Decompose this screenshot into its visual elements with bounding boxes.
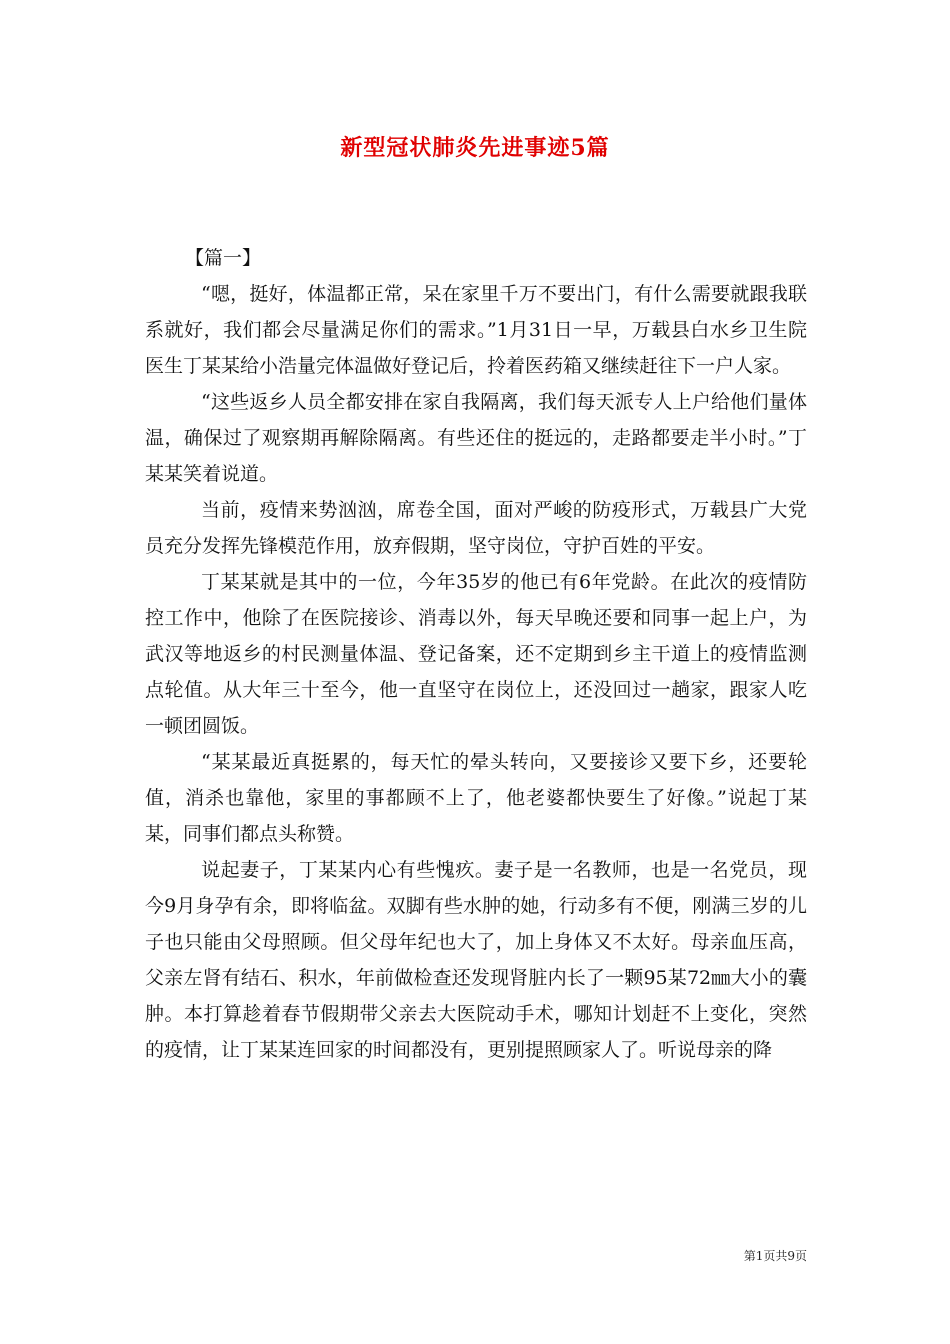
paragraph-4: 丁某某就是其中的一位，今年35岁的他已有6年党龄。在此次的疫情防控工作中，他除了在医院接诊、消毒以外，每天早晚还要和同事一起上户，为武汉等地返乡的村民测量体温、登记备案，还不定期到乡主干道上的疫情监测点轮值。从大年三十至今，他一直坚守在岗位上，还没回过一趟家，跟家人吃一顿团圆饭。 [145, 571, 807, 737]
section-label: 【篇一】 [185, 247, 262, 269]
paragraph-2: “这些返乡人员全都安排在家自我隔离，我们每天派专人上户给他们量体温，确保过了观察期再解除隔离。有些还住的挺远的，走路都要走半小时。”丁某某笑着说道。 [145, 391, 807, 485]
paragraph-6: 说起妻子，丁某某内心有些愧疚。妻子是一名教师，也是一名党员，现今9月身孕有余，即将临盆。双脚有些水肿的她，行动多有不便，刚满三岁的儿子也只能由父母照顾。但父母年纪也大了，加上身体又不太好。母亲血压高，父亲左肾有结石、积水，年前做检查还发现肾脏内长了一颗95某72㎜大小的囊肿。本打算趁着春节假期带父亲去大医院动手术，哪知计划赶不上变化，突然的疫情，让丁某某连回家的时间都没有，更别提照顾家人了。听说母亲的降 [145, 859, 807, 1061]
paragraph-5: “某某最近真挺累的，每天忙的晕头转向，又要接诊又要下乡，还要轮值，消杀也靠他，家里的事都顾不上了，他老婆都快要生了好像。”说起丁某某，同事们都点头称赞。 [145, 751, 807, 845]
paragraph-3: 当前，疫情来势汹汹，席卷全国，面对严峻的防疫形式，万载县广大党员充分发挥先锋模范作用，放弃假期，坚守岗位，守护百姓的平安。 [145, 499, 807, 557]
paragraph-1: “嗯，挺好，体温都正常，呆在家里千万不要出门，有什么需要就跟我联系就好，我们都会尽量满足你们的需求。”1月31日一早，万载县白水乡卫生院医生丁某某给小浩量完体温做好登记后，拎着医药箱又继续赶往下一户人家。 [145, 283, 807, 377]
document-body [145, 240, 807, 1068]
page-number-footer: 第1页共9页 [743, 1249, 807, 1263]
document-title: 新型冠状肺炎先进事迹5篇 [340, 135, 610, 161]
